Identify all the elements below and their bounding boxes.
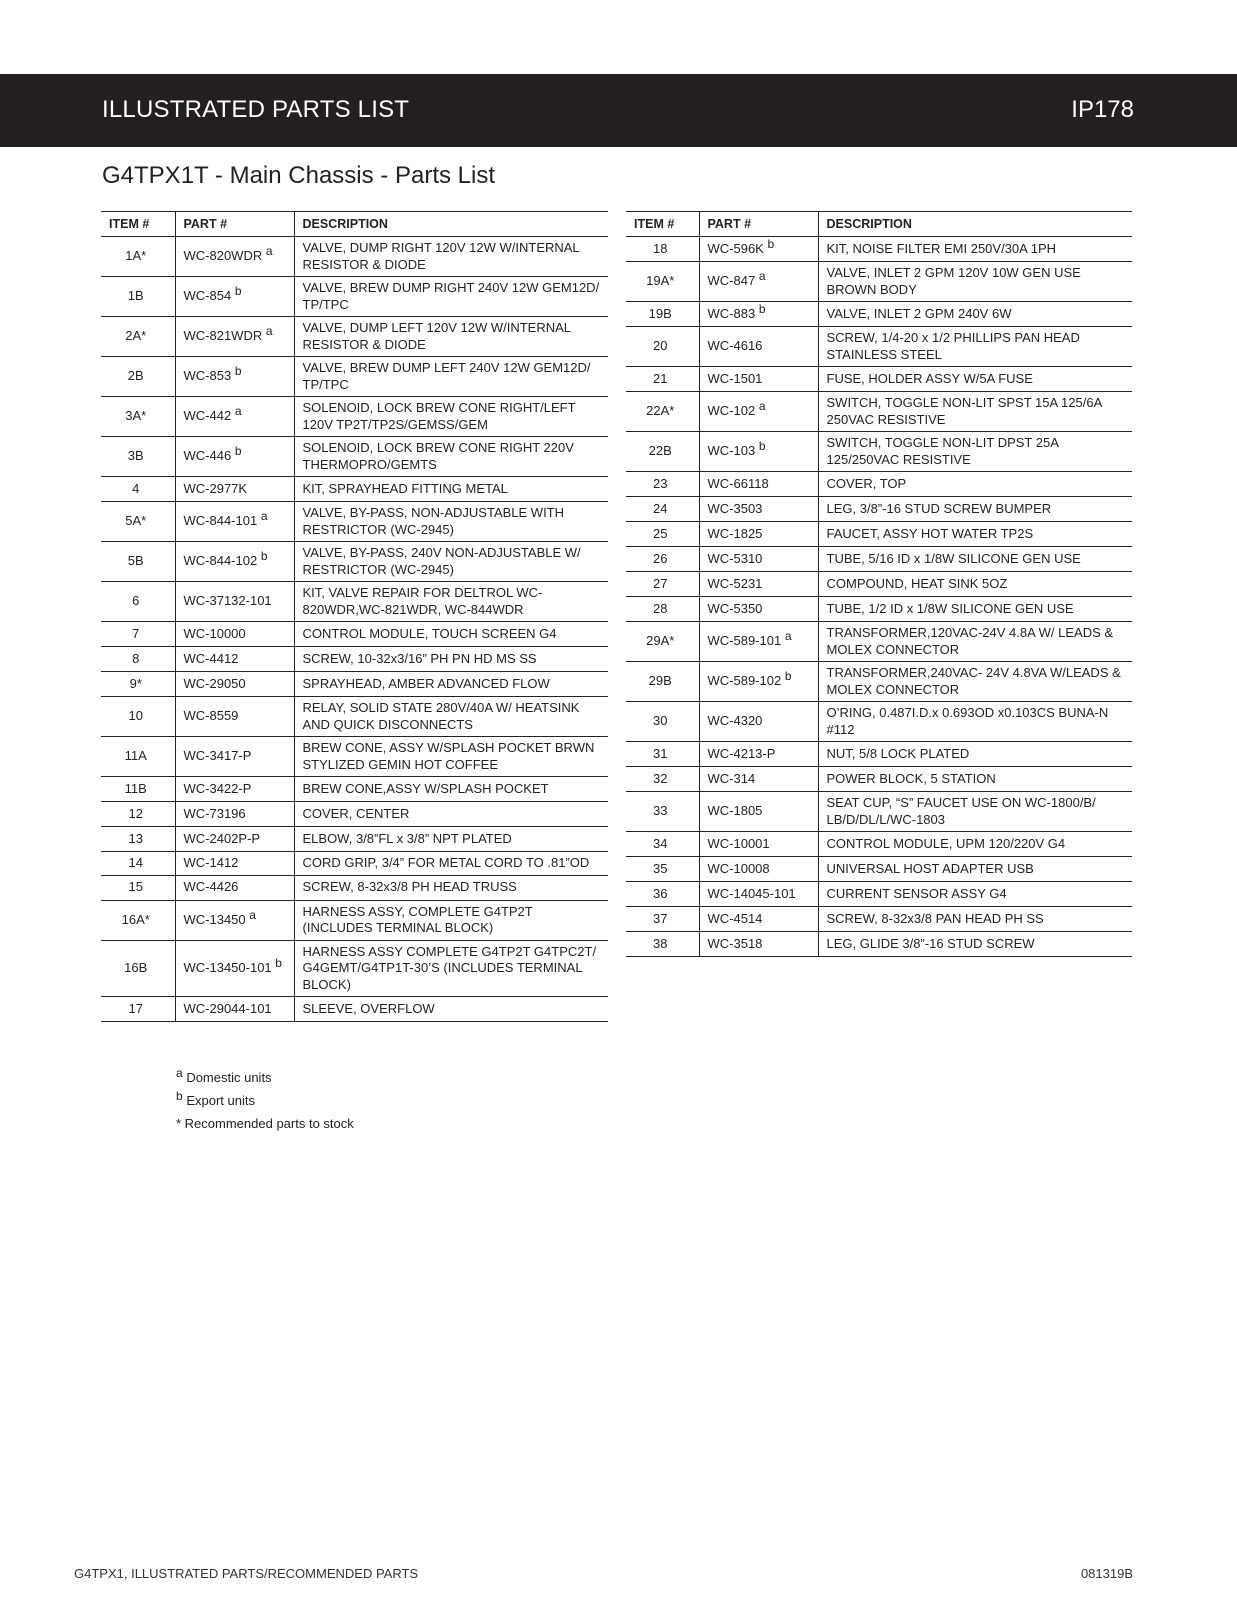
part-number-cell [699,547,818,572]
table-row [101,777,608,802]
part-description: VALVE, DUMP RIGHT 120V 12W W/INTERNAL RESISTOR & DIODE [294,237,608,277]
part-description: VALVE, BREW DUMP LEFT 240V 12W GEM12D/ TP/TPC [294,357,608,397]
footnote-marker: a [758,399,766,414]
footnote-marker: a [176,1066,183,1080]
part-number: WC-853 [183,368,232,384]
table-row [101,802,608,827]
part-number: WC-3422-P [183,780,252,796]
item-number: 10 [101,697,175,737]
part-description: COMPOUND, HEAT SINK 5OZ [818,572,1132,597]
part-description: SPRAYHEAD, AMBER ADVANCED FLOW [294,672,608,697]
part-number: WC-4514 [707,910,763,926]
part-number: WC-102 [707,403,756,419]
part-number: WC-820WDR [183,248,263,264]
item-number: 20 [626,327,699,367]
table-row [101,997,608,1022]
part-number-cell [699,882,818,907]
table-row [626,392,1132,432]
footnote-marker: b [758,439,766,454]
part-description: TRANSFORMER,240VAC- 24V 4.8VA W/LEADS & MOLEX CONNECTOR [818,662,1132,702]
part-number: WC-821WDR [183,328,263,344]
table-row [101,317,608,357]
part-number: WC-1805 [707,803,763,819]
table-row [626,237,1132,262]
part-number-cell [699,237,818,262]
item-number: 31 [626,742,699,767]
part-description: SCREW, 8-32x3/8 PAN HEAD PH SS [818,907,1132,932]
part-description: SWITCH, TOGGLE NON-LIT SPST 15A 125/6A 250VAC RESISTIVE [818,392,1132,432]
item-number: 2A* [101,317,175,357]
part-number: WC-13450 [183,911,246,927]
item-number: 3A* [101,397,175,437]
table-row [101,900,608,940]
part-description: SCREW, 8-32x3/8 PH HEAD TRUSS [294,875,608,900]
footnote-marker: a [249,907,256,922]
part-number-cell [175,397,294,437]
part-description: VALVE, BY-PASS, NON-ADJUSTABLE WITH RESTRICTOR (WC-2945) [294,502,608,542]
part-description: KIT, SPRAYHEAD FITTING METAL [294,477,608,502]
part-number: WC-1501 [707,370,763,386]
part-number: WC-10001 [707,835,770,851]
part-number: WC-13450-101 [183,960,272,975]
table-row [101,852,608,876]
part-number: WC-4213-P [707,745,776,761]
item-number: 19B [626,302,699,327]
part-description: KIT, NOISE FILTER EMI 250V/30A 1PH [818,237,1132,262]
part-description: FAUCET, ASSY HOT WATER TP2S [818,522,1132,547]
part-description: SLEEVE, OVERFLOW [294,997,608,1022]
part-number-cell [175,875,294,900]
item-number: 1A* [101,237,175,277]
part-description: VALVE, INLET 2 GPM 120V 10W GEN USE BROWN BODY [818,262,1132,302]
table-row [101,940,608,997]
footnote-text: Export units [186,1093,255,1108]
item-number: 22A* [626,392,699,432]
table-row [626,497,1132,522]
part-number: WC-66118 [707,475,769,491]
table-row [101,875,608,900]
part-description: SOLENOID, LOCK BREW CONE RIGHT 220V THERMOPRO/GEMTS [294,437,608,477]
footnote-marker: b [234,364,242,379]
footnotes [176,1066,354,1139]
column-header-description: DESCRIPTION [294,212,608,237]
item-number: 14 [101,852,175,876]
item-number: 32 [626,767,699,792]
part-description: POWER BLOCK, 5 STATION [818,767,1132,792]
item-number: 13 [101,827,175,852]
item-number: 26 [626,547,699,572]
item-number: 24 [626,497,699,522]
table-row [101,542,608,582]
table-row [101,622,608,647]
table-row [626,432,1132,472]
part-number-cell [699,702,818,742]
item-number: 7 [101,622,175,647]
part-number: WC-589-101 [707,633,782,649]
table-row [626,932,1132,957]
table-row [101,277,608,317]
part-number: WC-5350 [707,600,763,616]
table-row [626,622,1132,662]
footnote-marker: a [265,324,273,339]
footnote-marker: a [260,509,268,524]
part-number-cell [699,327,818,367]
table-row [101,437,608,477]
part-number: WC-10008 [707,860,770,876]
table-row [101,647,608,672]
item-number: 29A* [626,622,699,662]
table-row [626,262,1132,302]
item-number: 15 [101,875,175,900]
footnote-marker: b [234,284,242,299]
part-number-cell [175,802,294,827]
part-number-cell [175,502,294,542]
part-number-cell [699,932,818,957]
part-number-cell [699,432,818,472]
footnote-marker: b [767,236,775,251]
part-number: WC-446 [183,448,232,464]
part-description: VALVE, BY-PASS, 240V NON-ADJUSTABLE W/ RESTRICTOR (WC-2945) [294,542,608,582]
part-number: WC-847 [707,273,756,289]
part-number-cell [699,767,818,792]
part-description: HARNESS ASSY COMPLETE G4TP2T G4TPC2T/ G4GEMT/G4TP1T-30’S (INCLUDES TERMINAL BLOCK) [294,940,608,997]
part-description: RELAY, SOLID STATE 280V/40A W/ HEATSINK AND QUICK DISCONNECTS [294,697,608,737]
table-row [626,767,1132,792]
part-description: SWITCH, TOGGLE NON-LIT DPST 25A 125/250VAC RESISTIVE [818,432,1132,472]
part-number: WC-14045-101 [707,885,796,901]
table-row [626,522,1132,547]
part-number: WC-3417-P [183,748,252,764]
footnote-text: Domestic units [186,1070,272,1085]
part-number: WC-8559 [183,708,239,724]
part-number: WC-3503 [707,500,763,516]
part-description: SCREW, 10-32x3/16” PH PN HD MS SS [294,647,608,672]
part-description: TUBE, 5/16 ID x 1/8W SILICONE GEN USE [818,547,1132,572]
part-number-cell [175,852,294,876]
part-number: WC-5310 [707,550,763,566]
item-number: 3B [101,437,175,477]
footer-doc-title: G4TPX1, ILLUSTRATED PARTS/RECOMMENDED PARTS [74,1566,419,1581]
part-description: UNIVERSAL HOST ADAPTER USB [818,857,1132,882]
footnote-marker: a [265,244,273,259]
item-number: 11B [101,777,175,802]
table-row [626,572,1132,597]
part-number-cell [175,940,294,997]
part-description: LEG, GLIDE 3/8”-16 STUD SCREW [818,932,1132,957]
item-number: 8 [101,647,175,672]
table-row [101,357,608,397]
part-number-cell [175,622,294,647]
part-number-cell [175,542,294,582]
part-number-cell [699,522,818,547]
part-description: VALVE, INLET 2 GPM 240V 6W [818,302,1132,327]
part-number-cell [699,497,818,522]
item-number: 21 [626,367,699,392]
part-number: WC-103 [707,443,756,459]
part-description: COVER, CENTER [294,802,608,827]
footnote-marker: b [784,669,792,684]
part-number: WC-2402P-P [183,830,261,846]
footnote-marker: b [176,1089,183,1103]
item-number: 25 [626,522,699,547]
footer-doc-code: 081319B [1080,1566,1133,1581]
item-number: 29B [626,662,699,702]
table-header-row [101,212,608,237]
column-header-part: PART # [699,212,818,237]
part-description: KIT, VALVE REPAIR FOR DELTROL WC-820WDR,WC-821WDR, WC-844WDR [294,582,608,622]
part-number-cell [699,907,818,932]
part-number-cell [699,367,818,392]
table-row [626,662,1132,702]
item-number: 38 [626,932,699,957]
part-number-cell [699,472,818,497]
part-number-cell [175,737,294,777]
item-number: 19A* [626,262,699,302]
item-number: 30 [626,702,699,742]
footnote-marker: a [784,629,792,644]
part-number-cell [175,697,294,737]
item-number: 37 [626,907,699,932]
table-row [626,327,1132,367]
column-header-part: PART # [175,212,294,237]
part-number: WC-1412 [183,855,239,870]
part-number: WC-883 [707,305,756,321]
table-row [626,832,1132,857]
part-number: WC-844-102 [183,553,258,569]
part-number: WC-2977K [183,480,248,496]
page-title: G4TPX1T - Main Chassis - Parts List [102,162,495,189]
footnote-marker: a [234,404,242,419]
part-description: VALVE, BREW DUMP RIGHT 240V 12W GEM12D/ TP/TPC [294,277,608,317]
item-number: 5A* [101,502,175,542]
part-number: WC-4426 [183,879,239,895]
part-description: CONTROL MODULE, UPM 120/220V G4 [818,832,1132,857]
table-row [101,672,608,697]
part-number: WC-1825 [707,525,763,541]
part-number: WC-589-102 [707,673,782,689]
part-number-cell [699,662,818,702]
table-row [626,702,1132,742]
part-number-cell [699,392,818,432]
footnote-recommended [176,1116,354,1131]
item-number: 9* [101,672,175,697]
part-description: FUSE, HOLDER ASSY W/5A FUSE [818,367,1132,392]
part-number: WC-4320 [707,713,763,729]
part-number: WC-854 [183,288,232,304]
part-number-cell [175,277,294,317]
table-row [626,472,1132,497]
part-number-cell [175,582,294,622]
part-number: WC-29050 [183,675,246,691]
item-number: 4 [101,477,175,502]
part-number: WC-29044-101 [183,1000,272,1016]
part-description: TUBE, 1/2 ID x 1/8W SILICONE GEN USE [818,597,1132,622]
part-number-cell [175,672,294,697]
footnote-export [176,1089,354,1108]
part-description: SEAT CUP, “S” FAUCET USE ON WC-1800/B/ LB/D/DL/L/WC-1803 [818,792,1132,832]
footnote-text: * Recommended parts to stock [176,1116,354,1131]
parts-table-left [101,211,608,1022]
table-row [626,367,1132,392]
item-number: 12 [101,802,175,827]
part-number-cell [175,357,294,397]
part-number-cell [699,857,818,882]
table-row [626,882,1132,907]
footnote-marker: b [758,301,766,316]
table-row [626,792,1132,832]
table-row [101,827,608,852]
part-description: COVER, TOP [818,472,1132,497]
part-description: CORD GRIP, 3/4” FOR METAL CORD TO .81”OD [294,852,608,876]
parts-table-right [626,211,1132,957]
table-row [626,857,1132,882]
item-number: 2B [101,357,175,397]
part-description: ELBOW, 3/8”FL x 3/8” NPT PLATED [294,827,608,852]
item-number: 16B [101,940,175,997]
item-number: 6 [101,582,175,622]
table-row [101,737,608,777]
table-row [101,477,608,502]
table-row [101,502,608,542]
table-row [626,547,1132,572]
item-number: 34 [626,832,699,857]
item-number: 28 [626,597,699,622]
part-number-cell [175,997,294,1022]
part-number-cell [175,477,294,502]
part-number-cell [699,597,818,622]
part-number: WC-596K [707,240,764,256]
part-number: WC-4616 [707,338,763,354]
column-header-item: ITEM # [626,212,699,237]
part-description: VALVE, DUMP LEFT 120V 12W W/INTERNAL RESISTOR & DIODE [294,317,608,357]
item-number: 17 [101,997,175,1022]
part-number-cell [699,832,818,857]
item-number: 16A* [101,900,175,940]
part-description: SOLENOID, LOCK BREW CONE RIGHT/LEFT 120V TP2T/TP2S/GEMSS/GEM [294,397,608,437]
part-description: CONTROL MODULE, TOUCH SCREEN G4 [294,622,608,647]
header-code: IP178 [1071,96,1134,123]
part-number: WC-442 [183,408,232,424]
part-number-cell [699,572,818,597]
part-description: BREW CONE,ASSY W/SPLASH POCKET [294,777,608,802]
table-row [626,907,1132,932]
part-number-cell [699,742,818,767]
part-description: SCREW, 1/4-20 x 1/2 PHILLIPS PAN HEAD STAINLESS STEEL [818,327,1132,367]
footnote-domestic [176,1066,354,1085]
header-bar [0,74,1237,147]
footnote-marker: b [260,549,268,564]
part-number-cell [699,262,818,302]
table-row [101,582,608,622]
item-number: 11A [101,737,175,777]
part-number-cell [175,437,294,477]
header-title: ILLUSTRATED PARTS LIST [102,96,410,123]
part-number-cell [175,777,294,802]
part-description: LEG, 3/8”-16 STUD SCREW BUMPER [818,497,1132,522]
item-number: 18 [626,237,699,262]
footnote-marker: b [275,956,282,970]
footnote-marker: a [758,269,766,284]
table-header-row [626,212,1132,237]
part-number-cell [175,827,294,852]
part-number-cell [175,647,294,672]
part-description: BREW CONE, ASSY W/SPLASH POCKET BRWN STYLIZED GEMIN HOT COFFEE [294,737,608,777]
part-number-cell [175,237,294,277]
part-number: WC-3518 [707,935,763,951]
part-number: WC-5231 [707,575,763,591]
item-number: 23 [626,472,699,497]
part-number-cell [175,317,294,357]
part-number-cell [699,302,818,327]
column-header-item: ITEM # [101,212,175,237]
item-number: 35 [626,857,699,882]
part-number: WC-844-101 [183,513,258,529]
item-number: 27 [626,572,699,597]
footnote-marker: b [234,444,242,459]
table-row [101,397,608,437]
part-number-cell [175,900,294,940]
table-row [101,697,608,737]
item-number: 22B [626,432,699,472]
part-number: WC-314 [707,770,756,786]
table-row [626,597,1132,622]
part-description: NUT, 5/8 LOCK PLATED [818,742,1132,767]
item-number: 36 [626,882,699,907]
item-number: 5B [101,542,175,582]
table-row [626,302,1132,327]
part-number: WC-10000 [183,625,246,641]
part-number: WC-4412 [183,650,239,666]
part-number: WC-37132-101 [183,593,272,609]
table-row [626,742,1132,767]
part-description: O’RING, 0.487I.D.x 0.693OD x0.103CS BUNA-N #112 [818,702,1132,742]
column-header-description: DESCRIPTION [818,212,1132,237]
part-description: CURRENT SENSOR ASSY G4 [818,882,1132,907]
table-row [101,237,608,277]
part-number-cell [699,622,818,662]
part-description: HARNESS ASSY, COMPLETE G4TP2T (INCLUDES TERMINAL BLOCK) [294,900,608,940]
part-number: WC-73196 [183,805,246,821]
part-number-cell [699,792,818,832]
item-number: 33 [626,792,699,832]
part-description: TRANSFORMER,120VAC-24V 4.8A W/ LEADS & MOLEX CONNECTOR [818,622,1132,662]
item-number: 1B [101,277,175,317]
